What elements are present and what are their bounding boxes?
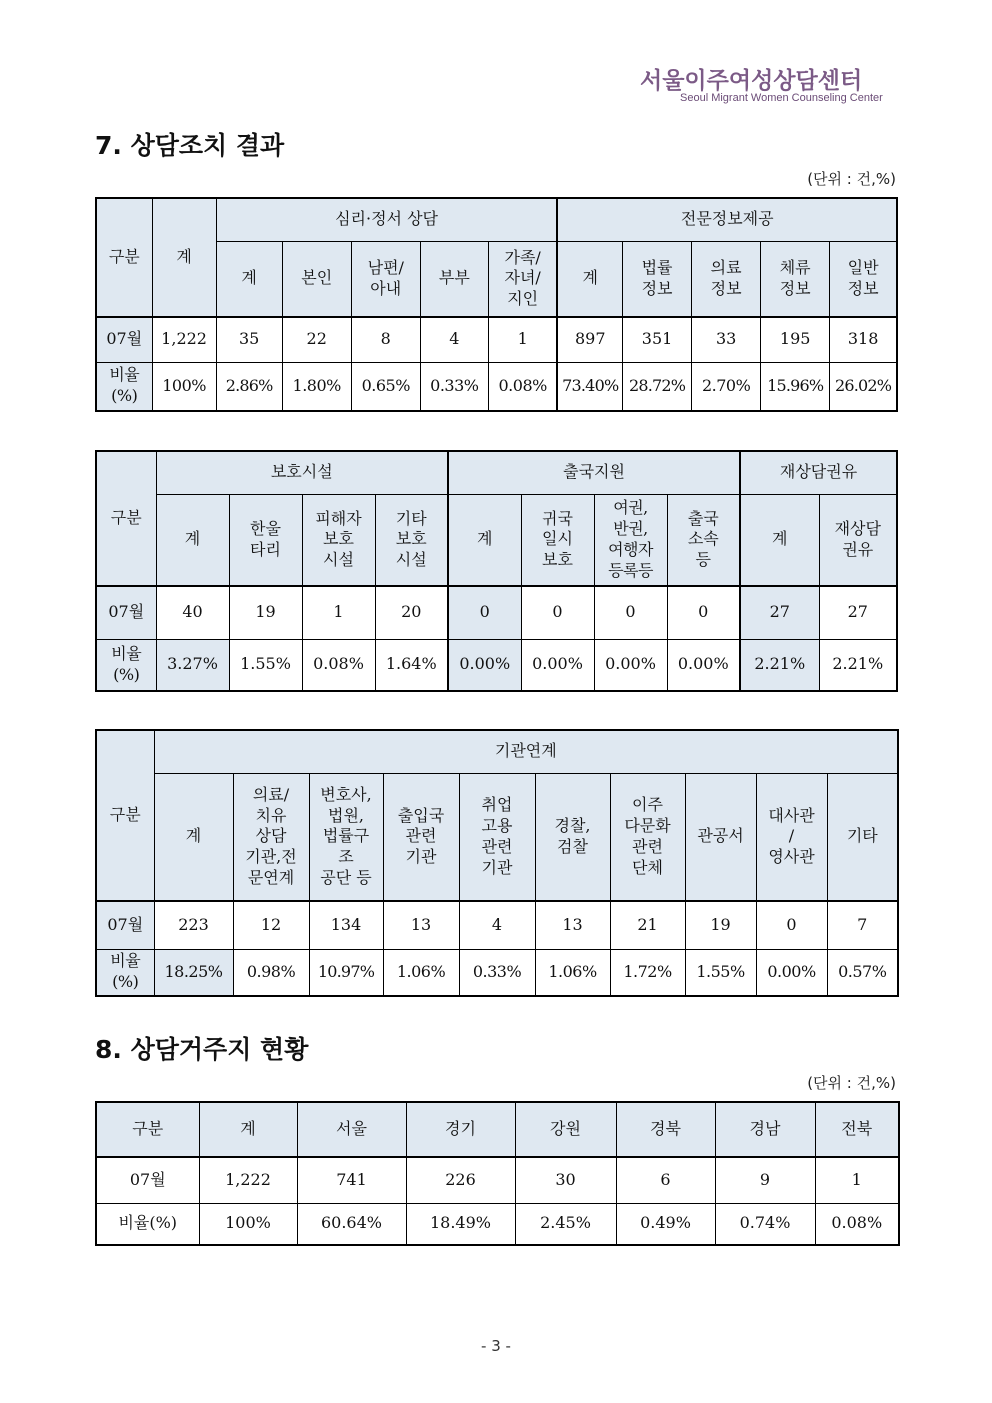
header-cell: 강원: [515, 1102, 616, 1157]
cell: 1: [302, 586, 375, 639]
sub-header: 가족/ 자녀/ 지인: [488, 241, 557, 317]
sub-header: 출입국 관련 기관: [383, 773, 459, 901]
logo-title: 서울이주여성상담센터: [640, 68, 863, 94]
cell: 8: [351, 317, 420, 362]
cell: 28.72%: [623, 362, 692, 411]
cell: 3.27%: [156, 639, 229, 691]
header-psych-counseling: 심리·정서 상담: [216, 198, 557, 241]
header-departure-support: 출국지원: [448, 451, 740, 494]
row-label: 07월: [96, 1157, 199, 1203]
section7-title: 7. 상담조치 결과: [95, 131, 285, 160]
cell: 0.49%: [616, 1203, 715, 1245]
cell: 0.08%: [302, 639, 375, 691]
cell: 0.74%: [715, 1203, 815, 1245]
cell: 318: [830, 317, 897, 362]
sub-header: 의료/ 치유 상담 기관,전 문연계: [233, 773, 309, 901]
sub-header: 법률 정보: [623, 241, 692, 317]
cell: 1.72%: [610, 949, 685, 996]
sub-header: 여권, 반권, 여행자 등록등: [594, 494, 667, 586]
cell: 0: [521, 586, 594, 639]
cell: 60.64%: [297, 1203, 406, 1245]
header-recounseling: 재상담권유: [740, 451, 897, 494]
cell: 27: [740, 586, 819, 639]
table-row: [96, 1203, 899, 1245]
cell: 26.02%: [830, 362, 897, 411]
cell: 27: [819, 586, 897, 639]
cell: 0.00%: [521, 639, 594, 691]
cell: 21: [610, 901, 685, 949]
sub-header: 변호사, 법원, 법률구 조 공단 등: [309, 773, 383, 901]
sub-header: 의료 정보: [692, 241, 761, 317]
sub-header: 취업 고용 관련 기관: [459, 773, 535, 901]
cell: 1.55%: [685, 949, 756, 996]
table-row: [96, 949, 898, 996]
sub-header: 계: [156, 494, 229, 586]
cell: 0.00%: [667, 639, 740, 691]
header-cell: 계: [199, 1102, 297, 1157]
cell: 0.98%: [233, 949, 309, 996]
cell: 2.86%: [216, 362, 282, 411]
sub-header: 계: [448, 494, 521, 586]
logo: [640, 62, 883, 104]
cell: 20: [375, 586, 448, 639]
cell: 19: [685, 901, 756, 949]
cell: 2.21%: [740, 639, 819, 691]
sub-header: 일반 정보: [830, 241, 897, 317]
cell: 35: [216, 317, 282, 362]
cell: 0.00%: [448, 639, 521, 691]
cell: 1.06%: [535, 949, 610, 996]
header-cell: 경남: [715, 1102, 815, 1157]
sub-header: 관공서: [685, 773, 756, 901]
header-gubun: 구분: [96, 198, 152, 317]
cell: 2.70%: [692, 362, 761, 411]
sub-header: 기타: [827, 773, 898, 901]
sub-header: 계: [557, 241, 622, 317]
table-row: [96, 362, 897, 411]
cell: 741: [297, 1157, 406, 1203]
cell: 1: [488, 317, 557, 362]
header-gubun: 구분: [96, 730, 154, 901]
sub-header: 기타 보호 시설: [375, 494, 448, 586]
section8-title: 8. 상담거주지 현황: [95, 1035, 309, 1064]
cell: 1,222: [199, 1157, 297, 1203]
cell: 0.08%: [488, 362, 557, 411]
cell: 19: [229, 586, 302, 639]
cell: 4: [459, 901, 535, 949]
cell: 0.08%: [815, 1203, 899, 1245]
cell: 351: [623, 317, 692, 362]
sub-header: 대사관 / 영사관: [756, 773, 827, 901]
cell: 1.80%: [282, 362, 351, 411]
cell: 1: [815, 1157, 899, 1203]
row-label: 07월: [96, 586, 156, 639]
row-label: 07월: [96, 901, 154, 949]
header-gubun: 구분: [96, 451, 156, 586]
sub-header: 귀국 일시 보호: [521, 494, 594, 586]
cell: 6: [616, 1157, 715, 1203]
cell: 7: [827, 901, 898, 949]
header-cell: 전북: [815, 1102, 899, 1157]
sub-header: 피해자 보호 시설: [302, 494, 375, 586]
sub-header: 계: [740, 494, 819, 586]
cell: 0.00%: [756, 949, 827, 996]
cell: 100%: [152, 362, 216, 411]
cell: 100%: [199, 1203, 297, 1245]
sub-header: 출국 소속 등: [667, 494, 740, 586]
cell: 10.97%: [309, 949, 383, 996]
sub-header: 이주 다문화 관련 단체: [610, 773, 685, 901]
counseling-result-table: [95, 197, 898, 412]
header-shelter: 보호시설: [156, 451, 448, 494]
cell: 2.21%: [819, 639, 897, 691]
cell: 13: [383, 901, 459, 949]
sub-header: 남편/ 아내: [351, 241, 420, 317]
residence-table: [95, 1101, 900, 1246]
sub-header: 경찰, 검찰: [535, 773, 610, 901]
cell: 2.45%: [515, 1203, 616, 1245]
sub-header: 본인: [282, 241, 351, 317]
sub-header: 체류 정보: [761, 241, 830, 317]
row-label: 비율 (%): [96, 639, 156, 691]
cell: 0.57%: [827, 949, 898, 996]
sub-header: 한울 타리: [229, 494, 302, 586]
cell: 40: [156, 586, 229, 639]
cell: 0: [756, 901, 827, 949]
cell: 15.96%: [761, 362, 830, 411]
section8-unit: (단위 : 건,%): [807, 1074, 896, 1092]
cell: 12: [233, 901, 309, 949]
row-label: 비율 (%): [96, 362, 152, 411]
header-expert-info: 전문정보제공: [557, 198, 897, 241]
cell: 1.55%: [229, 639, 302, 691]
cell: 33: [692, 317, 761, 362]
table-row: [96, 586, 897, 639]
cell: 22: [282, 317, 351, 362]
table-row: [96, 901, 898, 949]
cell: 13: [535, 901, 610, 949]
table-row: [96, 317, 897, 362]
table-row: [96, 639, 897, 691]
agency-linkage-table: [95, 729, 899, 997]
sub-header: 재상담 권유: [819, 494, 897, 586]
sub-header: 계: [154, 773, 233, 901]
sub-header: 계: [216, 241, 282, 317]
header-cell: 경북: [616, 1102, 715, 1157]
sub-header: 부부: [420, 241, 488, 317]
page-number: - 3 -: [481, 1337, 511, 1355]
cell: 1.06%: [383, 949, 459, 996]
row-label: 07월: [96, 317, 152, 362]
cell: 30: [515, 1157, 616, 1203]
protection-departure-table: [95, 450, 898, 692]
header-agency-linkage: 기관연계: [154, 730, 898, 773]
header-total: 계: [152, 198, 216, 317]
cell: 0.33%: [459, 949, 535, 996]
cell: 73.40%: [557, 362, 622, 411]
header-cell: 경기: [406, 1102, 515, 1157]
cell: 1,222: [152, 317, 216, 362]
cell: 223: [154, 901, 233, 949]
cell: 0.65%: [351, 362, 420, 411]
cell: 1.64%: [375, 639, 448, 691]
cell: 195: [761, 317, 830, 362]
cell: 897: [557, 317, 622, 362]
logo-subtitle: Seoul Migrant Women Counseling Center: [680, 92, 883, 104]
cell: 18.25%: [154, 949, 233, 996]
section7-unit: (단위 : 건,%): [807, 170, 896, 188]
cell: 226: [406, 1157, 515, 1203]
table-row: [96, 1157, 899, 1203]
cell: 18.49%: [406, 1203, 515, 1245]
row-label: 비율 (%): [96, 949, 154, 996]
header-cell: 구분: [96, 1102, 199, 1157]
cell: 0: [667, 586, 740, 639]
cell: 0.33%: [420, 362, 488, 411]
row-label: 비율(%): [96, 1203, 199, 1245]
cell: 4: [420, 317, 488, 362]
header-cell: 서울: [297, 1102, 406, 1157]
cell: 0: [594, 586, 667, 639]
cell: 0: [448, 586, 521, 639]
cell: 0.00%: [594, 639, 667, 691]
cell: 134: [309, 901, 383, 949]
cell: 9: [715, 1157, 815, 1203]
